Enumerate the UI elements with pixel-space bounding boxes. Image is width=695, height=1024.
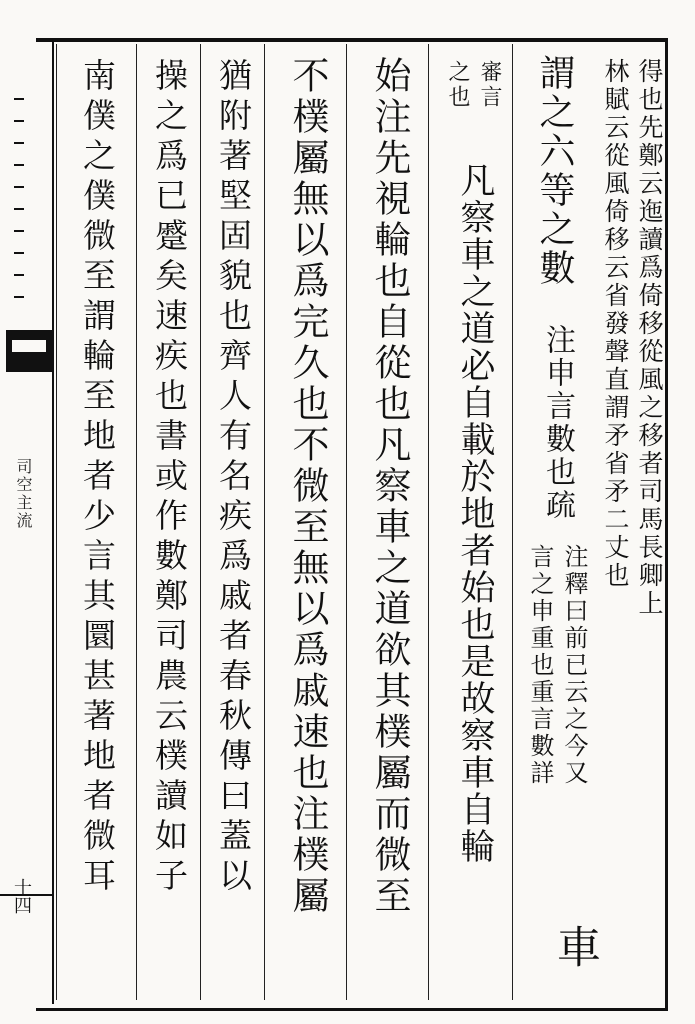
note-line: 之也 (445, 60, 470, 110)
note-line: 林賦云從風倚移云省發聲直謂矛省矛二丈也 (601, 58, 630, 590)
main-text: 謂之六等之數 (534, 54, 575, 288)
note-line: 言之申重也重言數詳 (526, 544, 554, 787)
text-column-8 (56, 44, 136, 1000)
end-character: 車 (549, 924, 600, 971)
text-column-2 (512, 44, 600, 1000)
margin-ticks (14, 98, 36, 298)
text-column-5 (264, 44, 346, 1000)
main-text: 始注先視輪也自從也凡察車之道欲其樸屬而微至 (368, 56, 411, 917)
page-number: 十四 (11, 878, 32, 914)
main-text: 操之爲已蹙矣速疾也書或作數鄭司農云樸讀如子 (150, 58, 189, 898)
note-line: 注釋曰前已云之今又 (560, 544, 588, 787)
text-column-7 (136, 44, 200, 1000)
main-text: 南僕之僕微至謂輪至地者少言其圜甚著地者微耳 (78, 58, 117, 898)
text-column-3 (428, 44, 512, 1000)
note-line: 得也先鄭云迤讀爲倚移從風之移者司馬長卿上 (635, 58, 664, 618)
text-column-4 (346, 44, 428, 1000)
note-line: 審言 (477, 60, 502, 110)
text-column-1 (592, 44, 668, 1000)
text-column-6 (200, 44, 264, 1000)
main-text: 猶附著堅固貌也齊人有名疾爲戚者春秋傳曰蓋以 (214, 58, 253, 898)
main-text: 不樸屬無以爲完久也不微至無以爲戚速也注樸屬 (286, 56, 329, 917)
center-margin-strip (0, 38, 54, 1004)
text-columns (56, 44, 668, 1000)
main-text: 凡察車之道必自載於地者始也是故察車自輪 (455, 162, 495, 865)
gloss-text: 注申言數也疏 (540, 324, 575, 522)
margin-title: 司空主流 (14, 458, 33, 530)
fishtail-ornament-icon (6, 330, 52, 372)
